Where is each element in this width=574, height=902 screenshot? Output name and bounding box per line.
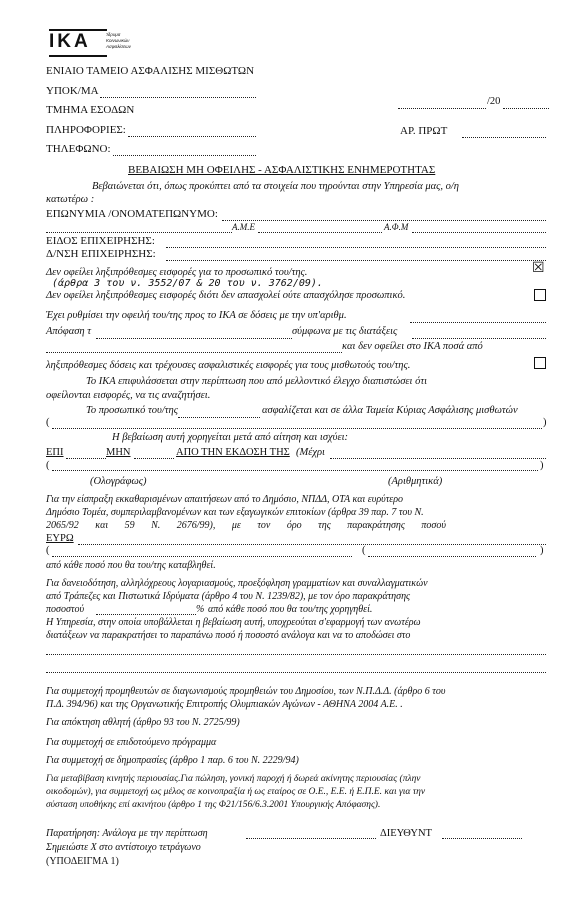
footer-note-line: [246, 838, 376, 839]
validity-epi: ΕΠΙ: [46, 447, 64, 458]
opt3-line2a: Απόφαση τ: [46, 326, 92, 337]
sec2-line3a: ποσοστού: [46, 604, 85, 615]
ypok-label: ΥΠΟΚ/ΜΑ: [46, 85, 99, 97]
sec7-line1: Για μεταβίβαση κινητής περιουσίας.Για πώληση, γονική παροχή ή δωρεά ακίνητης περιουσίας (πλην: [46, 774, 421, 784]
validity-apo: ΑΠΟ ΤΗΝ ΕΚΔΟΣΗ ΤΗΣ: [176, 447, 290, 458]
eidos-label: ΕΙΔΟΣ ΕΠΙΧΕΙΡΗΣΗΣ:: [46, 235, 155, 247]
intro-text-2: κατωτέρω :: [46, 194, 95, 205]
sec3-line2: Π.Δ. 394/96) και της Οργανωτικής Επιτροπής Ολυμπιακών Αγώνων - ΑΘΗΝΑ 2004 Α.Ε. .: [46, 699, 403, 710]
validity-min-line: [134, 458, 174, 459]
footer-director: ΔΙΕΥΘΥΝΤ: [380, 828, 432, 839]
sec6-text: Για συμμετοχή σε δημοπρασίες (άρθρο 1 παρ. 6 του Ν. 2229/94): [46, 755, 299, 766]
sec2-line4: Η Υπηρεσία, στην οποία υποβάλλεται η βεβαίωση αυτή, υποχρεούται σ'εφαρμογή των ανωτέρω: [46, 617, 421, 628]
sec1-num-line: [368, 556, 536, 557]
arithmitika-label: (Αριθμητικά): [388, 476, 443, 487]
ika-reserve-line2: οφείλονται εισφορές, να τις αναζητήσει.: [46, 390, 211, 401]
logo-rule-bottom: [49, 55, 107, 57]
sec1-line1: Για την είσπραξη εκκαθαρισμένων απαιτήσεων από το Δημόσιο, ΝΠΔΔ, ΟΤΑ και ευρύτερο: [46, 494, 404, 505]
opt1-text: Δεν οφείλει ληξιπρόθεσμες εισφορές για το προσωπικό του/της.: [46, 267, 308, 278]
document-title: ΒΕΒΑΙΩΣΗ ΜΗ ΟΦΕΙΛΗΣ - ΑΣΦΑΛΙΣΤΙΚΗΣ ΕΝΗΜΕΡΟΤΗΤΑΣ: [128, 164, 436, 176]
validity-close-paren: ): [540, 460, 544, 471]
sec7-line2: οικοδομών), για συμμετοχή ως μέλος σε κοινοπραξία ή ως εταίρος σε Ο.Ε., Ε.Ε. ή Ε.Π.Ε. και για την: [46, 787, 426, 797]
funds-open-paren: (: [46, 417, 50, 428]
sec3-line1: Για συμμετοχή προμηθευτών σε διαγωνισμούς προμηθειών του Δημοσίου, των Ν.Π.Δ.Δ. (άρθρο 6 του: [46, 686, 446, 697]
footer-note-2: Σημειώστε Χ στο αντίστοιχο τετράγωνο: [46, 842, 201, 853]
sec1-euro: ΕΥΡΩ: [46, 533, 74, 544]
intro-text: Βεβαιώνεται ότι, όπως προκύπτει από τα στοιχεία που τηρούνται στην Υπηρεσία μας, ο/η: [92, 181, 460, 192]
org-name: ΕΝΙΑΙΟ ΤΑΜΕΙΟ ΑΣΦΑΛΙΣΗΣ ΜΙΣΘΩΤΩΝ: [46, 65, 255, 77]
ame-line-pre: [46, 232, 232, 233]
sec1-line5: από κάθε ποσό που θα του/της καταβληθεί.: [46, 560, 216, 571]
opt2-checkbox[interactable]: [534, 289, 546, 301]
personnel-text-2: ασφαλίζεται και σε άλλα Ταμεία Κύριας Ασφάλισης μισθωτών: [262, 405, 518, 416]
sec1-line3: 2065/92 και 59 Ν. 2676/99), με τον όρο της παρακράτησης ποσού: [46, 520, 446, 531]
sec2-fill-line2: [46, 672, 546, 673]
plir-line: [128, 136, 256, 137]
validity-min: ΜΗΝ: [106, 447, 131, 458]
ypok-line: [100, 97, 256, 98]
ar-prot-line: [462, 137, 546, 138]
validity-mexri-line: [330, 458, 546, 459]
opt3-line1: Έχει ρυθμίσει την οφειλή του/της προς το ΙΚΑ σε δόσεις με την υπ'αριθμ.: [46, 310, 347, 321]
opt3-line2-fill: [96, 338, 292, 339]
funds-line: [52, 428, 542, 429]
personnel-line: [178, 417, 260, 418]
plir-label: ΠΛΗΡΟΦΟΡΙΕΣ:: [46, 124, 126, 136]
sec2-fill-line1: [46, 654, 546, 655]
afm-label: Α.Φ.Μ: [384, 222, 409, 232]
opt3-line2b: σύμφωνα με τις διατάξεις: [292, 326, 398, 337]
eponymia-line: [222, 220, 546, 221]
opt3-line4: ληξιπρόθεσμες δόσεις και τρέχουσες ασφαλιστικές εισφορές για τους μισθωτούς του/της.: [46, 360, 411, 371]
opt3-line3: και δεν οφείλει στο ΙΚΑ ποσά από: [342, 341, 483, 352]
ika-logo: [49, 29, 109, 57]
date-line: [398, 108, 486, 109]
validity-title: Η βεβαίωση αυτή χορηγείται μετά από αίτηση και ισχύει:: [112, 432, 349, 443]
opt3-line1-fill: [410, 322, 546, 323]
opt1-handwritten: (άρθρα 3 του ν. 3552/07 & 20 του ν. 3762/09).: [52, 278, 323, 289]
sec4-text: Για απόκτηση αθλητή (άρθρο 93 του Ν. 2725/99): [46, 717, 240, 728]
sec7-line3: σύσταση υποθήκης επί ακινήτου (άρθρο 1 της Φ21/156/6.3.2001 Υπουργικής Απόφασης).: [46, 800, 381, 810]
eidos-line: [166, 247, 546, 248]
validity-open-paren: (: [46, 460, 50, 471]
sec1-euro-line: [78, 544, 546, 545]
sec2-percent-line: [96, 614, 196, 615]
personnel-text: Το προσωπικό του/της: [86, 405, 178, 416]
tel-line: [113, 155, 256, 156]
sec1-amount-line: [52, 556, 352, 557]
sec1-amount-open-paren: (: [46, 545, 50, 556]
eponymia-label: ΕΠΩΝΥΜΙΑ /ΟΝΟΜΑΤΕΠΩΝΥΜΟ:: [46, 208, 218, 220]
logo-text: IKA: [49, 31, 91, 52]
dnsi-label: Δ/ΝΣΗ ΕΠΙΧΕΙΡΗΣΗΣ:: [46, 248, 156, 260]
footer-director-line: [442, 838, 522, 839]
olografos-label: (Ολογράφως): [90, 476, 147, 487]
opt3-line2-fill2: [412, 338, 546, 339]
validity-epi-line: [66, 458, 106, 459]
sec2-line3b: %: [196, 604, 205, 615]
sec2-line3c: από κάθε ποσό που θα του/της χορηγηθεί.: [208, 604, 373, 615]
tmima-label: ΤΜΗΜΑ ΕΣΟΔΩΝ: [46, 104, 135, 116]
ame-label: Α.Μ.Ε: [232, 222, 255, 232]
sec5-text: Για συμμετοχή σε επιδοτούμενο πρόγραμμα: [46, 737, 217, 748]
ame-line: [258, 232, 382, 233]
opt3-line3-fill: [46, 352, 342, 353]
footer-note-3: (ΥΠΟΔΕΙΓΜΑ 1): [46, 856, 119, 867]
sec2-line5: διατάξεων να παρακρατήσει το παραπάνω ποσό ή ποσοστό ανάλογα και να το αποδώσει στο: [46, 630, 411, 641]
tel-label: ΤΗΛΕΦΩΝΟ:: [46, 143, 111, 155]
dnsi-line: [166, 260, 546, 261]
sec2-line1: Για δανειοδότηση, αλληλόχρεους λογαριασμούς, προεξόφληση γραμματίων και συναλλαγματικών: [46, 578, 428, 589]
logo-tagline: Ίδρυμα Κοινωνικών Ασφαλίσεων: [106, 32, 131, 49]
opt2-text: Δεν οφείλει ληξιπρόθεσμες εισφορές διότι δεν απασχολεί ούτε απασχόλησε προσωπικό.: [46, 290, 406, 301]
sec2-line2: από Τράπεζες και Πιστωτικά Ιδρύματα (άρθρο 4 του Ν. 1239/82), με τον όρο παρακράτησης: [46, 591, 411, 602]
sec1-line2: Δημόσιο Τομέα, συμπεριλαμβανομένων και των εξαγωγικών επιτοκίων (άρθρα 39 παρ. 7 του Ν.: [46, 507, 424, 518]
opt3-checkbox[interactable]: [534, 357, 546, 369]
footer-note-1: Παρατήρηση: Ανάλογα με την περίπτωση: [46, 828, 208, 839]
validity-amount-line: [52, 470, 538, 471]
ar-prot-label: ΑΡ. ΠΡΩΤ: [400, 125, 448, 137]
validity-mexri: (Μέχρι: [296, 447, 325, 458]
sec1-num-close-paren: ): [540, 545, 544, 556]
date-label: /20: [487, 96, 501, 107]
funds-close-paren: ): [543, 417, 547, 428]
ika-reserve-line1: Το ΙΚΑ επιφυλάσσεται στην περίπτωση που από μελλοντικό έλεγχο διαπιστώσει ότι: [86, 376, 428, 387]
year-line: [503, 108, 549, 109]
opt1-checkbox[interactable]: ☒: [532, 261, 545, 276]
afm-line: [412, 232, 546, 233]
sec1-num-open-paren: (: [362, 545, 366, 556]
